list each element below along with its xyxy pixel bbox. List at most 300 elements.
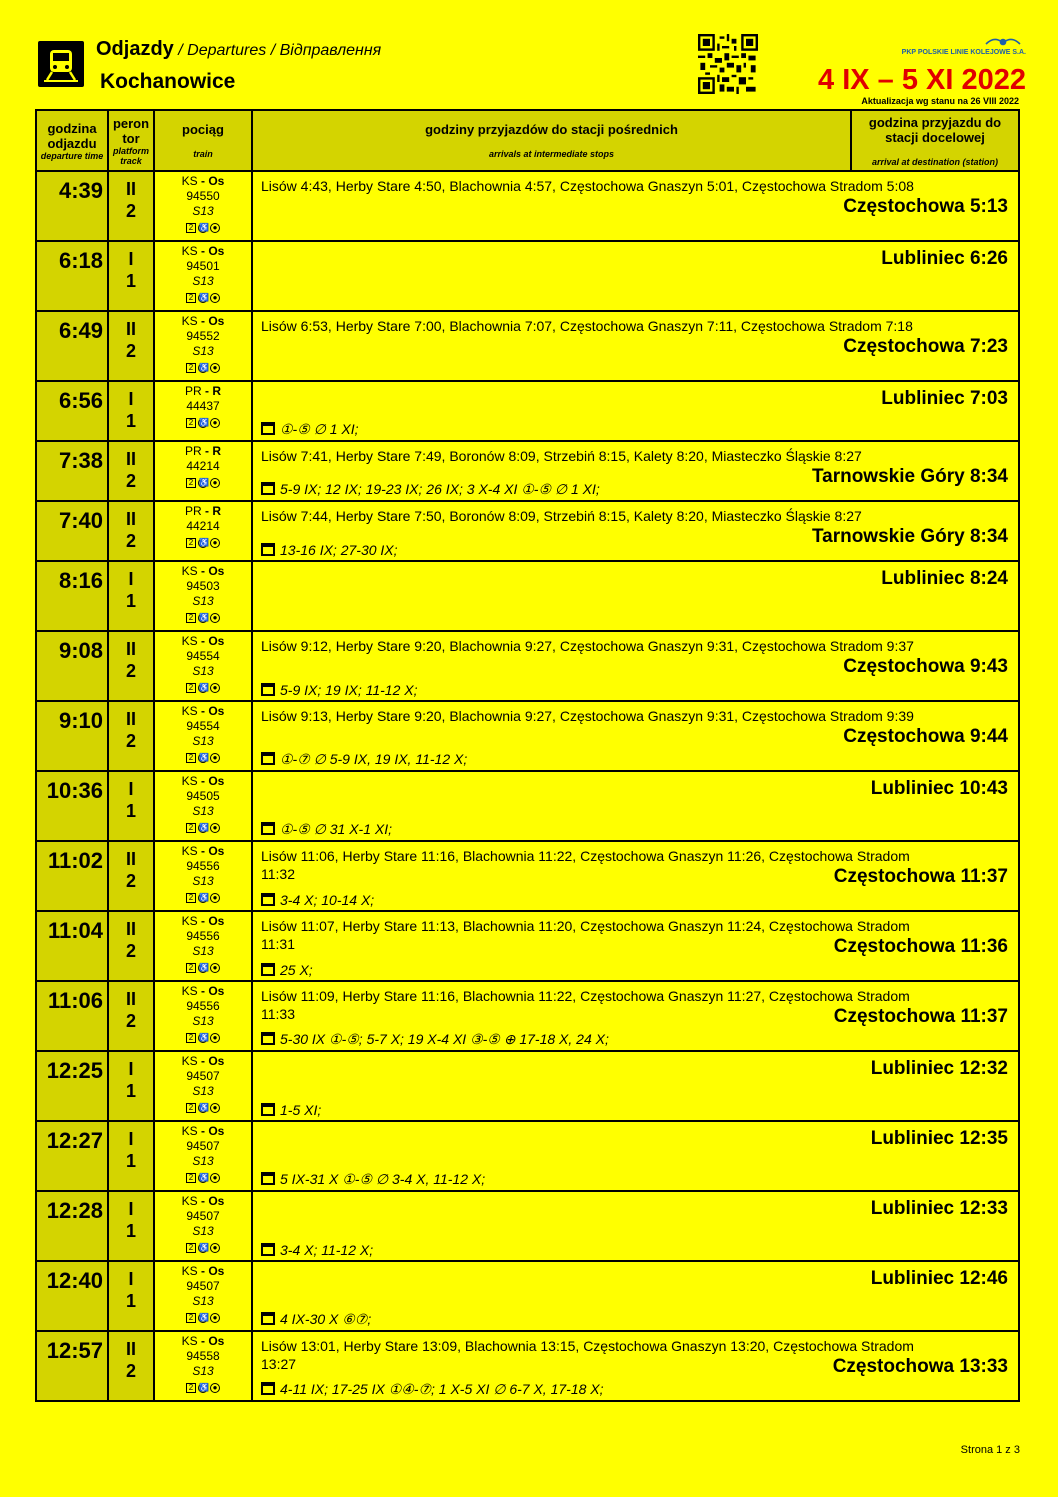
destination-arrival: Częstochowa 13:33 xyxy=(832,1356,1008,1377)
bicycle-icon: ● xyxy=(210,1243,220,1253)
platform-track xyxy=(108,241,154,311)
table-row xyxy=(36,381,1019,441)
calendar-icon xyxy=(261,963,275,976)
table-row xyxy=(36,701,1019,771)
train-amenities xyxy=(155,960,251,975)
wheelchair-icon: ♿ xyxy=(199,1102,209,1112)
departure-time: 9:08 xyxy=(36,631,108,701)
departure-time: 8:16 xyxy=(36,561,108,631)
second-class-icon: 2 xyxy=(186,1243,196,1253)
departure-time: 12:57 xyxy=(36,1331,108,1401)
train-carrier: KS xyxy=(181,174,198,188)
intermediate-stops: Lisów 11:06, Herby Stare 11:16, Blachownia 11:22, Częstochowa Gnaszyn 11:26, Częstochowa Stradom 11:32 xyxy=(261,848,910,882)
platform: II xyxy=(125,709,136,729)
train-amenities xyxy=(155,1380,251,1395)
col-platform: peron tor platform track xyxy=(108,110,154,171)
train-info: KS - Os 94552 S13 2 ♿ ● xyxy=(154,311,252,381)
stops-cell xyxy=(252,1051,1019,1121)
wheelchair-icon: ♿ xyxy=(199,1172,209,1182)
second-class-icon: 2 xyxy=(186,538,196,548)
stops-cell xyxy=(252,981,1019,1051)
track: 2 xyxy=(125,941,136,961)
line-number: S13 xyxy=(192,944,214,958)
second-class-icon: 2 xyxy=(186,683,196,693)
destination-arrival: Lubliniec 10:43 xyxy=(870,778,1008,799)
train-category: Os xyxy=(208,634,225,648)
line-number: S13 xyxy=(192,274,214,288)
wheelchair-icon: ♿ xyxy=(199,362,209,372)
calendar-icon xyxy=(261,1312,275,1325)
train-category: Os xyxy=(208,1054,225,1068)
bicycle-icon: ● xyxy=(210,293,220,303)
track: 2 xyxy=(125,1011,136,1031)
track: 1 xyxy=(125,1291,136,1311)
train-info: KS - Os 94550 S13 2 ♿ ● xyxy=(154,171,252,241)
operating-days-text: 5 IX-31 X ①-⑤ ∅ 3-4 X, 11-12 X; xyxy=(280,1171,486,1187)
second-class-icon: 2 xyxy=(186,1313,196,1323)
train-category: Os xyxy=(208,774,225,788)
platform: II xyxy=(125,639,136,659)
qr-code-icon xyxy=(698,34,758,94)
operating-days-text: 4-11 IX; 17-25 IX ①④-⑦; 1 X-5 XI ∅ 6-7 X, 17-18 X; xyxy=(280,1381,604,1397)
stops-cell xyxy=(252,241,1019,311)
train-amenities xyxy=(155,820,251,835)
train-amenities xyxy=(155,1310,251,1325)
destination-arrival: Lubliniec 12:46 xyxy=(870,1268,1008,1289)
train-category: Os xyxy=(208,1124,225,1138)
departure-time: 12:40 xyxy=(36,1261,108,1331)
train-number: 94556 xyxy=(186,859,220,873)
train-category: Os xyxy=(208,314,225,328)
second-class-icon: 2 xyxy=(186,613,196,623)
departure-time: 6:56 xyxy=(36,381,108,441)
train-carrier: KS xyxy=(181,314,198,328)
platform: II xyxy=(125,319,136,339)
train-category: Os xyxy=(208,1264,225,1278)
stops-cell xyxy=(252,841,1019,911)
wheelchair-icon: ♿ xyxy=(199,822,209,832)
destination-arrival: Lubliniec 6:26 xyxy=(881,248,1008,269)
train-icon xyxy=(38,41,84,87)
stops-cell xyxy=(252,381,1019,441)
second-class-icon: 2 xyxy=(186,1103,196,1113)
platform-track xyxy=(108,441,154,501)
table-header xyxy=(36,110,1019,171)
train-info: KS - Os 94507 S13 2 ♿ ● xyxy=(154,1051,252,1121)
train-number: 44437 xyxy=(186,399,220,413)
train-carrier: KS xyxy=(181,1334,198,1348)
track: 2 xyxy=(125,201,136,221)
table-row xyxy=(36,501,1019,561)
platform: I xyxy=(128,779,134,799)
train-number: 94505 xyxy=(186,789,220,803)
departure-time: 11:02 xyxy=(36,841,108,911)
destination-arrival: Częstochowa 7:23 xyxy=(843,336,1008,357)
platform: II xyxy=(125,509,136,529)
track: 2 xyxy=(125,661,136,681)
bicycle-icon: ● xyxy=(210,1103,220,1113)
train-carrier: KS xyxy=(181,1054,198,1068)
train-info: KS - Os 94554 S13 2 ♿ ● xyxy=(154,701,252,771)
operating-days-text: ①-⑤ ∅ 1 XI; xyxy=(280,421,359,437)
departure-time: 11:04 xyxy=(36,911,108,981)
platform-track xyxy=(108,1051,154,1121)
stops-cell xyxy=(252,501,1019,561)
table-row xyxy=(36,1191,1019,1261)
train-info: KS - Os 94554 S13 2 ♿ ● xyxy=(154,631,252,701)
train-number: 94554 xyxy=(186,649,220,663)
table-row xyxy=(36,241,1019,311)
table-row xyxy=(36,171,1019,241)
train-amenities xyxy=(155,1030,251,1045)
calendar-icon xyxy=(261,1103,275,1116)
train-category: Os xyxy=(208,704,225,718)
operating-days xyxy=(261,1031,609,1048)
intermediate-stops: Lisów 9:13, Herby Stare 9:20, Blachownia 9:27, Częstochowa Gnaszyn 9:31, Częstochowa Stradom 9:39 xyxy=(261,708,914,724)
train-amenities xyxy=(155,535,251,550)
train-number: 94554 xyxy=(186,719,220,733)
wheelchair-icon: ♿ xyxy=(199,222,209,232)
line-number: S13 xyxy=(192,1294,214,1308)
platform: II xyxy=(125,449,136,469)
second-class-icon: 2 xyxy=(186,753,196,763)
train-number: 44214 xyxy=(186,459,220,473)
second-class-icon: 2 xyxy=(186,293,196,303)
train-amenities xyxy=(155,220,251,235)
destination-arrival: Lubliniec 12:32 xyxy=(870,1058,1008,1079)
platform: I xyxy=(128,1059,134,1079)
track: 1 xyxy=(125,591,136,611)
train-carrier: KS xyxy=(181,984,198,998)
platform-track xyxy=(108,911,154,981)
train-category: Os xyxy=(208,984,225,998)
train-info: KS - Os 94556 S13 2 ♿ ● xyxy=(154,911,252,981)
calendar-icon xyxy=(261,752,275,765)
train-category: R xyxy=(212,504,221,518)
operating-days xyxy=(261,682,417,698)
platform-track xyxy=(108,171,154,241)
train-info: KS - Os 94558 S13 2 ♿ ● xyxy=(154,1331,252,1401)
second-class-icon: 2 xyxy=(186,363,196,373)
line-number: S13 xyxy=(192,1154,214,1168)
train-number: 94501 xyxy=(186,259,220,273)
train-amenities xyxy=(155,360,251,375)
train-amenities xyxy=(155,680,251,695)
wheelchair-icon: ♿ xyxy=(199,477,209,487)
wheelchair-icon: ♿ xyxy=(199,892,209,902)
platform-track xyxy=(108,841,154,911)
platform-track xyxy=(108,1261,154,1331)
track: 1 xyxy=(125,271,136,291)
second-class-icon: 2 xyxy=(186,823,196,833)
table-row xyxy=(36,1261,1019,1331)
table-row xyxy=(36,561,1019,631)
bicycle-icon: ● xyxy=(210,1173,220,1183)
train-carrier: PR xyxy=(184,504,202,518)
line-number: S13 xyxy=(192,664,214,678)
line-number: S13 xyxy=(192,594,214,608)
platform-track xyxy=(108,701,154,771)
col-time: godzina odjazdu departure time xyxy=(36,110,108,171)
operating-days-text: 4 IX-30 X ⑥⑦; xyxy=(280,1311,372,1327)
operating-days-text: 3-4 X; 11-12 X; xyxy=(280,1242,374,1258)
train-carrier: KS xyxy=(181,1264,198,1278)
intermediate-stops: Lisów 11:09, Herby Stare 11:16, Blachownia 11:22, Częstochowa Gnaszyn 11:27, Częstochowa Stradom 11:33 xyxy=(261,988,910,1022)
operating-days xyxy=(261,421,359,438)
track: 2 xyxy=(125,871,136,891)
stops-cell xyxy=(252,631,1019,701)
intermediate-stops: Lisów 9:12, Herby Stare 9:20, Blachownia 9:27, Częstochowa Gnaszyn 9:31, Częstochowa Stradom 9:37 xyxy=(261,638,914,654)
platform: II xyxy=(125,919,136,939)
line-number: S13 xyxy=(192,874,214,888)
operating-days xyxy=(261,751,467,768)
platform: I xyxy=(128,1199,134,1219)
platform: II xyxy=(125,989,136,1009)
bicycle-icon: ● xyxy=(210,963,220,973)
second-class-icon: 2 xyxy=(186,1173,196,1183)
second-class-icon: 2 xyxy=(186,893,196,903)
second-class-icon: 2 xyxy=(186,1383,196,1393)
intermediate-stops: Lisów 4:43, Herby Stare 4:50, Blachownia 4:57, Częstochowa Gnaszyn 5:01, Częstochowa Stradom 5:08 xyxy=(261,178,914,194)
platform-track xyxy=(108,631,154,701)
col-train: pociąg train xyxy=(154,110,252,171)
stops-cell xyxy=(252,1331,1019,1401)
page-number: Strona 1 z 3 xyxy=(960,1444,1020,1456)
train-number: 94558 xyxy=(186,1349,220,1363)
col-stops: godziny przyjazdów do stacji pośrednich arrivals at intermediate stops xyxy=(252,110,851,171)
train-category: Os xyxy=(208,914,225,928)
departure-time: 11:06 xyxy=(36,981,108,1051)
bicycle-icon: ● xyxy=(210,613,220,623)
intermediate-stops: Lisów 7:44, Herby Stare 7:50, Boronów 8:09, Strzebiń 8:15, Kalety 8:20, Miasteczko Śląskie 8:27 xyxy=(261,508,862,524)
operating-days xyxy=(261,1311,371,1328)
train-info: KS - Os 94507 S13 2 ♿ ● xyxy=(154,1261,252,1331)
stops-cell xyxy=(252,771,1019,841)
platform-track xyxy=(108,381,154,441)
operating-days xyxy=(261,892,374,908)
train-info: PR - R 44214 2 ♿ ● xyxy=(154,441,252,501)
line-number: S13 xyxy=(192,1084,214,1098)
platform-track xyxy=(108,1121,154,1191)
operating-days xyxy=(261,1381,604,1398)
departure-time: 7:40 xyxy=(36,501,108,561)
train-category: Os xyxy=(208,1194,225,1208)
second-class-icon: 2 xyxy=(186,418,196,428)
train-category: Os xyxy=(208,174,225,188)
operating-days xyxy=(261,1171,485,1188)
table-row xyxy=(36,981,1019,1051)
bicycle-icon: ● xyxy=(210,223,220,233)
train-carrier: KS xyxy=(181,774,198,788)
track: 1 xyxy=(125,411,136,431)
bicycle-icon: ● xyxy=(210,418,220,428)
calendar-icon xyxy=(261,1382,275,1395)
table-row xyxy=(36,441,1019,501)
platform: I xyxy=(128,389,134,409)
operating-days-text: 5-9 IX; 19 IX; 11-12 X; xyxy=(280,682,418,698)
operating-days xyxy=(261,962,313,978)
stops-cell xyxy=(252,911,1019,981)
operating-days xyxy=(261,542,398,558)
wheelchair-icon: ♿ xyxy=(199,537,209,547)
second-class-icon: 2 xyxy=(186,963,196,973)
train-number: 94507 xyxy=(186,1139,220,1153)
train-info: KS - Os 94507 S13 2 ♿ ● xyxy=(154,1121,252,1191)
train-amenities xyxy=(155,890,251,905)
train-carrier: PR xyxy=(184,384,202,398)
departure-time: 4:39 xyxy=(36,171,108,241)
destination-arrival: Częstochowa 11:37 xyxy=(833,1006,1008,1027)
operating-days xyxy=(261,1242,373,1258)
track: 2 xyxy=(125,531,136,551)
bicycle-icon: ● xyxy=(210,363,220,373)
second-class-icon: 2 xyxy=(186,223,196,233)
platform-track xyxy=(108,771,154,841)
line-number: S13 xyxy=(192,1224,214,1238)
train-info: PR - R 44214 2 ♿ ● xyxy=(154,501,252,561)
operating-days xyxy=(261,821,392,838)
wheelchair-icon: ♿ xyxy=(199,612,209,622)
line-number: S13 xyxy=(192,804,214,818)
platform: I xyxy=(128,249,134,269)
platform: I xyxy=(128,1269,134,1289)
stops-cell xyxy=(252,1121,1019,1191)
track: 2 xyxy=(125,731,136,751)
second-class-icon: 2 xyxy=(186,1033,196,1043)
wheelchair-icon: ♿ xyxy=(199,682,209,692)
platform: II xyxy=(125,1339,136,1359)
intermediate-stops: Lisów 13:01, Herby Stare 13:09, Blachownia 13:15, Częstochowa Gnaszyn 13:20, Częstochowa Stradom 13:27 xyxy=(261,1338,914,1372)
operating-days-text: 1-5 XI; xyxy=(280,1102,322,1118)
table-row xyxy=(36,911,1019,981)
train-carrier: KS xyxy=(181,704,198,718)
calendar-icon xyxy=(261,482,275,495)
stops-cell xyxy=(252,311,1019,381)
calendar-icon xyxy=(261,1032,275,1045)
departure-time: 6:18 xyxy=(36,241,108,311)
platform-track xyxy=(108,981,154,1051)
train-category: Os xyxy=(208,564,225,578)
table-row xyxy=(36,631,1019,701)
platform: II xyxy=(125,849,136,869)
bicycle-icon: ● xyxy=(210,1033,220,1043)
train-amenities xyxy=(155,1170,251,1185)
train-info: KS - Os 94556 S13 2 ♿ ● xyxy=(154,841,252,911)
stops-cell xyxy=(252,441,1019,501)
train-category: R xyxy=(212,384,221,398)
platform-track xyxy=(108,311,154,381)
table-row xyxy=(36,1331,1019,1401)
line-number: S13 xyxy=(192,1014,214,1028)
train-info: KS - Os 94507 S13 2 ♿ ● xyxy=(154,1191,252,1261)
bicycle-icon: ● xyxy=(210,478,220,488)
wheelchair-icon: ♿ xyxy=(199,1032,209,1042)
update-note: Aktualizacja wg stanu na 26 VIII 2022 xyxy=(861,96,1019,106)
destination-arrival: Tarnowskie Góry 8:34 xyxy=(811,526,1008,547)
train-amenities xyxy=(155,1240,251,1255)
track: 2 xyxy=(125,341,136,361)
wheelchair-icon: ♿ xyxy=(199,1312,209,1322)
page-title: Odjazdy / Departures / Відправлення xyxy=(96,38,382,60)
train-carrier: KS xyxy=(181,1124,198,1138)
operating-days-text: 5-30 IX ①-⑤; 5-7 X; 19 X-4 XI ③-⑤ ⊕ 17-18 X, 24 X; xyxy=(280,1031,609,1047)
col-destination: godzina przyjazdu do stacji docelowej arrival at destination (station) xyxy=(851,110,1019,171)
train-amenities xyxy=(155,475,251,490)
train-number: 94552 xyxy=(186,329,220,343)
intermediate-stops: Lisów 11:07, Herby Stare 11:13, Blachownia 11:20, Częstochowa Gnaszyn 11:24, Częstochowa Stradom 11:31 xyxy=(261,918,910,952)
stops-cell xyxy=(252,561,1019,631)
bicycle-icon: ● xyxy=(210,753,220,763)
train-number: 94507 xyxy=(186,1279,220,1293)
train-carrier: KS xyxy=(181,634,198,648)
train-number: 94556 xyxy=(186,929,220,943)
departure-time: 7:38 xyxy=(36,441,108,501)
operating-days-text: 3-4 X; 10-14 X; xyxy=(280,892,375,908)
timetable xyxy=(35,109,1020,1402)
train-carrier: KS xyxy=(181,564,198,578)
calendar-icon xyxy=(261,543,275,556)
destination-arrival: Częstochowa 11:36 xyxy=(833,936,1008,957)
table-row xyxy=(36,771,1019,841)
train-category: Os xyxy=(208,244,225,258)
destination-arrival: Lubliniec 12:35 xyxy=(870,1128,1008,1149)
intermediate-stops: Lisów 6:53, Herby Stare 7:00, Blachownia 7:07, Częstochowa Gnaszyn 7:11, Częstochowa Stradom 7:18 xyxy=(261,318,913,334)
calendar-icon xyxy=(261,893,275,906)
destination-arrival: Lubliniec 12:33 xyxy=(870,1198,1008,1219)
track: 1 xyxy=(125,1151,136,1171)
destination-arrival: Częstochowa 5:13 xyxy=(843,196,1008,217)
platform-track xyxy=(108,561,154,631)
wheelchair-icon: ♿ xyxy=(199,417,209,427)
plk-logo xyxy=(878,34,1026,64)
track: 1 xyxy=(125,801,136,821)
track: 2 xyxy=(125,1361,136,1381)
platform-track xyxy=(108,1191,154,1261)
wheelchair-icon: ♿ xyxy=(199,752,209,762)
operator-name: PKP POLSKIE LINIE KOLEJOWE S.A. xyxy=(901,49,1026,56)
platform: II xyxy=(125,179,136,199)
stops-cell xyxy=(252,701,1019,771)
train-amenities xyxy=(155,750,251,765)
train-number: 94503 xyxy=(186,579,220,593)
departure-time: 12:27 xyxy=(36,1121,108,1191)
operating-days-text: 13-16 IX; 27-30 IX; xyxy=(280,542,398,558)
destination-arrival: Częstochowa 9:43 xyxy=(843,656,1008,677)
departure-time: 6:49 xyxy=(36,311,108,381)
second-class-icon: 2 xyxy=(186,478,196,488)
destination-arrival: Częstochowa 11:37 xyxy=(833,866,1008,887)
destination-arrival: Tarnowskie Góry 8:34 xyxy=(811,466,1008,487)
train-carrier: KS xyxy=(181,244,198,258)
departure-time: 12:25 xyxy=(36,1051,108,1121)
stops-cell xyxy=(252,1191,1019,1261)
train-number: 94556 xyxy=(186,999,220,1013)
bicycle-icon: ● xyxy=(210,1313,220,1323)
platform-track xyxy=(108,1331,154,1401)
platform-track xyxy=(108,501,154,561)
validity-period: 4 IX – 5 XI 2022 xyxy=(818,64,1026,96)
train-info: KS - Os 94556 S13 2 ♿ ● xyxy=(154,981,252,1051)
table-row xyxy=(36,841,1019,911)
track: 1 xyxy=(125,1221,136,1241)
train-info: KS - Os 94501 S13 2 ♿ ● xyxy=(154,241,252,311)
bicycle-icon: ● xyxy=(210,683,220,693)
platform: I xyxy=(128,1129,134,1149)
track: 2 xyxy=(125,471,136,491)
operating-days-text: ①-⑦ ∅ 5-9 IX, 19 IX, 11-12 X; xyxy=(280,751,468,767)
line-number: S13 xyxy=(192,204,214,218)
bicycle-icon: ● xyxy=(210,538,220,548)
